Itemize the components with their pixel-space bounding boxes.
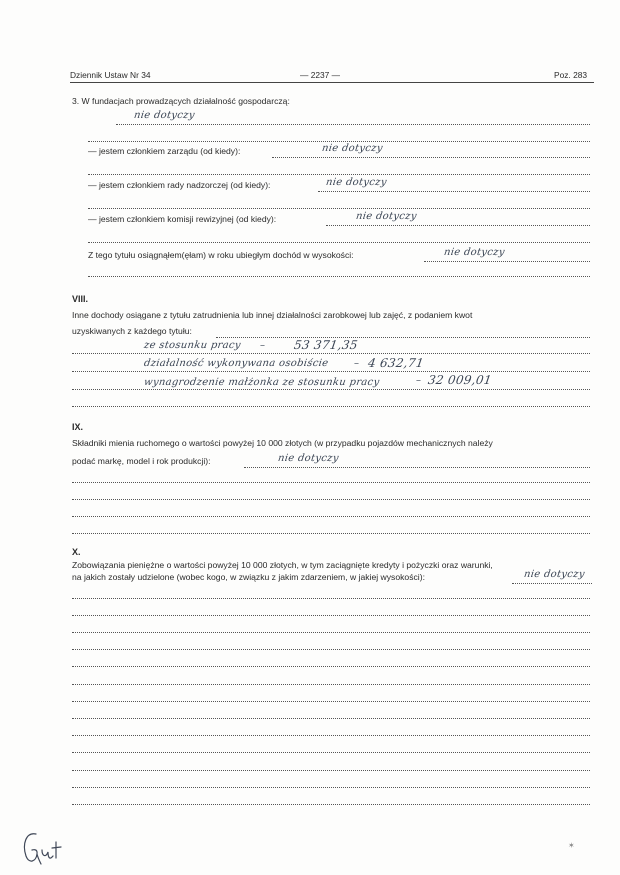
income-entry-3-amount: 32 009,01 [427,373,493,387]
section-ix-line-3 [72,499,590,500]
position-number: Poz. 283 [554,70,588,80]
income-entry-2-amount: 4 632,71 [367,356,425,370]
income-label: Z tego tytułu osiągnąłem(ęłam) w roku ubiegłym dochód w wysokości: [88,250,354,260]
section-x-line-13 [72,804,590,805]
board-handwritten-answer: nie dotyczy [321,143,384,154]
income-entry-1-title: ze stosunku pracy [143,340,242,351]
income-entry-3-title: wynagrodzenie małżonka ze stosunku pracy [143,377,381,388]
section-viii-line-1 [216,337,590,338]
section-x-line-2 [72,615,590,616]
item3-handwritten-answer: nie dotyczy [133,110,196,121]
supervisory-label: — jestem członkiem rady nadzorczej (od kiedy): [88,180,271,190]
item3-line-1 [116,124,590,125]
section-viii-line-5 [72,406,590,407]
section-x-answer-line [512,583,592,584]
section-x-line-6 [72,684,590,685]
section-viii-line-3 [72,371,590,372]
journal-name: Dziennik Ustaw Nr 34 [70,70,151,80]
section-x-line-8 [72,718,590,719]
supervisory-answer-line [318,191,590,192]
section-viii-text-1: Inne dochody osiągane z tytułu zatrudnienia lub innej działalności zarobkowej lub zajęć, z podaniem kwot [72,310,473,320]
section-x-line-7 [72,701,590,702]
section-ix-heading: IX. [72,422,84,432]
section-x-line-10 [72,752,590,753]
section-x-heading: X. [72,547,81,557]
section-ix-text-1: Składniki mienia ruchomego o wartości powyżej 10 000 złotych (w przypadku pojazdów mechanicznych należy [72,438,493,448]
section-x-text-2: na jakich zostały udzielone (wobec kogo, w związku z jakim zdarzeniem, w jakiej wysokości): [72,572,425,582]
section-x-line-3 [72,632,590,633]
signature-initials [20,828,66,868]
income-handwritten-answer: nie dotyczy [443,247,506,258]
section-ix-answer-line [244,467,590,468]
income-entry-1-amount: 53 371,35 [293,338,359,352]
audit-answer-line [326,225,590,226]
section-x-handwritten-answer: nie dotyczy [523,569,586,580]
audit-line-2 [88,242,590,243]
section-viii-heading: VIII. [72,294,89,304]
section-x-text-1: Zobowiązania pieniężne o wartości powyżej 10 000 złotych, w tym zaciągnięte kredyty i pożyczki oraz warunki, [72,560,493,570]
section-viii-text-2: uzyskiwanych z każdego tytułu: [72,326,192,336]
section-ix-text-2: podać markę, model i rok produkcji): [72,456,211,466]
section-x-line-4 [72,649,590,650]
income-line-2 [88,276,590,277]
income-entry-1-separator: – [259,340,267,351]
section-ix-handwritten-answer: nie dotyczy [277,453,340,464]
section-x-line-1 [72,598,590,599]
item3-line-2 [88,141,590,142]
audit-handwritten-answer: nie dotyczy [355,211,418,222]
audit-label: — jestem członkiem komisji rewizyjnej (od kiedy): [88,214,277,224]
section-ix-line-4 [72,516,590,517]
board-answer-line [272,157,590,158]
supervisory-line-2 [88,208,590,209]
board-line-2 [88,174,590,175]
supervisory-handwritten-answer: nie dotyczy [325,177,388,188]
section-ix-line-2 [72,482,590,483]
section-ix-line-5 [72,533,590,534]
section-x-line-5 [72,666,590,667]
income-entry-2-title: działalność wykonywana osobiście [143,358,330,369]
income-answer-line [424,261,590,262]
page-number: — 2237 — [300,70,341,80]
section-viii-line-2 [72,353,590,354]
section-x-line-12 [72,787,590,788]
corner-mark: ✶ [568,841,575,850]
section-viii-line-4 [72,389,590,390]
item3-title: 3. W fundacjach prowadzących działalność gospodarczą: [72,96,290,106]
section-x-line-11 [72,770,590,771]
section-x-line-9 [72,735,590,736]
income-entry-3-separator: – [415,375,423,386]
board-label: — jestem członkiem zarządu (od kiedy): [88,146,241,156]
header-rule [70,82,594,83]
income-entry-2-separator: – [353,358,361,369]
